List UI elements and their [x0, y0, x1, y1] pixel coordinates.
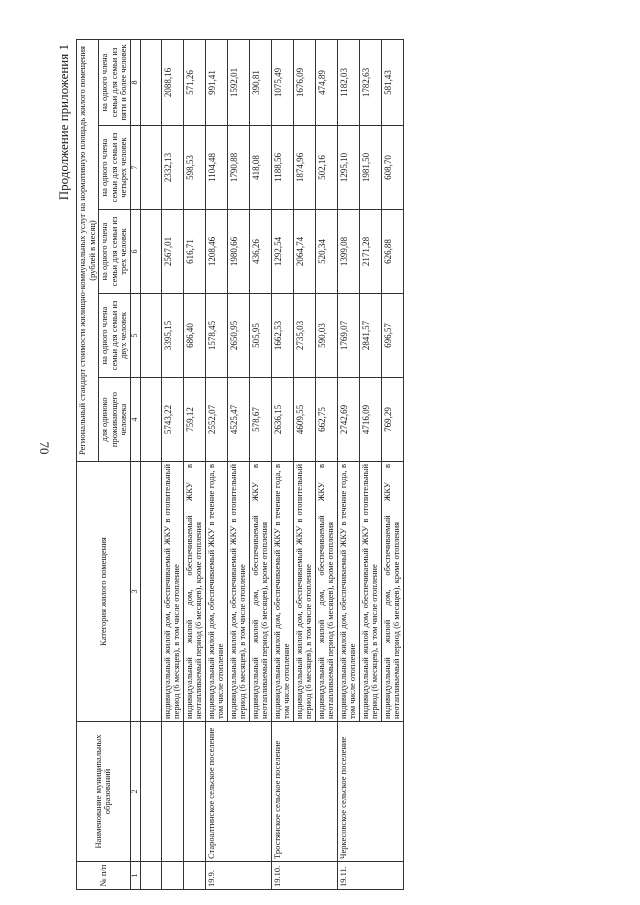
- housing-category: индивидуальный жилой дом, обеспечиваемый ЖКУ в неотапливаемый период (6 месяцев), кроме отопления: [315, 462, 337, 722]
- value-family-3: 626,88: [381, 210, 403, 294]
- value-single: 2636,15: [271, 378, 293, 462]
- value-single: 4525,47: [227, 378, 249, 462]
- column-index: 6: [130, 210, 140, 294]
- page-number: 70: [37, 441, 52, 455]
- header-family-2: на одного члена семьи для семьи из двух человек: [99, 294, 131, 378]
- value-family-2: 696,57: [381, 294, 403, 378]
- value-family-3: 1399,08: [337, 210, 359, 294]
- value-family-2: 505,95: [249, 294, 271, 378]
- value-family-2: 1578,45: [205, 294, 227, 378]
- header-single: для одиноко проживающего человека: [99, 378, 131, 462]
- table-row: [161, 39, 183, 889]
- value-family-2: 3395,15: [161, 294, 183, 378]
- column-index: 3: [130, 462, 140, 722]
- row-number: [161, 862, 183, 890]
- header-family-5: на одного члена семьи для семьи из пяти и более человек: [99, 39, 131, 125]
- housing-cost-table: [76, 39, 404, 890]
- value-family-5: 390,81: [249, 39, 271, 125]
- value-family-5: 1676,09: [293, 39, 315, 125]
- housing-category: индивидуальный жилой дом, обеспечиваемый ЖКУ в отопительный период (6 месяцев), в том числе отопление: [359, 462, 381, 722]
- value-family-4: 1104,48: [205, 126, 227, 210]
- value-family-4: 598,53: [183, 126, 205, 210]
- row-number: [183, 862, 205, 890]
- appendix-continuation-title: Продолжение приложения 1: [56, 44, 71, 201]
- rotated-page: [56, 40, 605, 890]
- table-row-blank: [140, 39, 161, 889]
- column-index: 7: [130, 126, 140, 210]
- value-family-4: 418,08: [249, 126, 271, 210]
- row-number: 19.9.: [205, 862, 271, 890]
- value-single: 769,29: [381, 378, 403, 462]
- housing-category: индивидуальный жилой дом, обеспечиваемый ЖКУ в течение года, в том числе отопление: [337, 462, 359, 722]
- header-row-1: [77, 39, 99, 889]
- value-family-5: 1592,01: [227, 39, 249, 125]
- value-single: 5743,22: [161, 378, 183, 462]
- value-family-2: 686,40: [183, 294, 205, 378]
- column-index: 8: [130, 39, 140, 125]
- municipality-name: [161, 722, 183, 862]
- value-single: 2552,07: [205, 378, 227, 462]
- column-index: 2: [130, 722, 140, 862]
- municipality-name: Староалтинское сельское поселение: [205, 722, 271, 862]
- value-family-2: 2650,95: [227, 294, 249, 378]
- table-row: [183, 39, 205, 889]
- table-row: [337, 39, 359, 889]
- value-family-4: 1295,10: [337, 126, 359, 210]
- header-regional-standard: Региональный стандарт стоимости жилищно-коммунальных услуг на нормативную площадь жилого помещения (рублей в месяц): [77, 39, 99, 461]
- value-family-3: 2064,74: [293, 210, 315, 294]
- housing-category: индивидуальный жилой дом, обеспечиваемый ЖКУ в течение года, в том числе отопление: [205, 462, 227, 722]
- value-family-4: 502,16: [315, 126, 337, 210]
- value-family-4: 1790,88: [227, 126, 249, 210]
- value-family-3: 436,26: [249, 210, 271, 294]
- housing-category: индивидуальный жилой дом, обеспечиваемый ЖКУ в неотапливаемый период (6 месяцев), кроме отопления: [183, 462, 205, 722]
- value-family-2: 2735,03: [293, 294, 315, 378]
- municipality-name: Черкесовское сельское поселение: [337, 722, 403, 862]
- value-family-5: 1075,49: [271, 39, 293, 125]
- header-category: Категория жилого помещения: [77, 462, 131, 722]
- header-family-3: на одного члена семьи для семьи из трех человек: [99, 210, 131, 294]
- value-family-3: 1292,54: [271, 210, 293, 294]
- value-single: 578,67: [249, 378, 271, 462]
- value-family-3: 2567,01: [161, 210, 183, 294]
- housing-category: индивидуальный жилой дом, обеспечиваемый ЖКУ в неотапливаемый период (6 месяцев), кроме отопления: [381, 462, 403, 722]
- value-family-5: 474,89: [315, 39, 337, 125]
- value-single: 2742,69: [337, 378, 359, 462]
- header-family-4: на одного члена семьи для семьи из четырех человек: [99, 126, 131, 210]
- housing-category: индивидуальный жилой дом, обеспечиваемый ЖКУ в течение года, в том числе отопление: [271, 462, 293, 722]
- value-family-3: 1208,46: [205, 210, 227, 294]
- value-family-2: 1662,53: [271, 294, 293, 378]
- municipality-name: Тростянское сельское поселение: [271, 722, 337, 862]
- housing-category: индивидуальный жилой дом, обеспечиваемый ЖКУ в отопительный период (6 месяцев), в том числе отопление: [161, 462, 183, 722]
- column-index: 1: [130, 862, 140, 890]
- value-family-3: 2171,28: [359, 210, 381, 294]
- value-family-5: 991,41: [205, 39, 227, 125]
- value-single: 4609,55: [293, 378, 315, 462]
- value-family-5: 571,26: [183, 39, 205, 125]
- row-number: 19.11.: [337, 862, 403, 890]
- header-municipality: Наименование муниципальных образований: [77, 722, 131, 862]
- value-family-2: 2841,57: [359, 294, 381, 378]
- value-family-5: 1782,63: [359, 39, 381, 125]
- value-single: 4716,09: [359, 378, 381, 462]
- value-family-4: 1874,96: [293, 126, 315, 210]
- value-family-2: 1769,07: [337, 294, 359, 378]
- value-family-3: 520,34: [315, 210, 337, 294]
- value-family-3: 616,71: [183, 210, 205, 294]
- housing-category: индивидуальный жилой дом, обеспечиваемый ЖКУ в неотапливаемый период (6 месяцев), кроме отопления: [249, 462, 271, 722]
- value-family-3: 1980,66: [227, 210, 249, 294]
- value-family-2: 590,03: [315, 294, 337, 378]
- value-single: 759,12: [183, 378, 205, 462]
- value-family-5: 2088,16: [161, 39, 183, 125]
- table-row: [271, 39, 293, 889]
- header-number: № п/п: [77, 862, 131, 890]
- table-row: [205, 39, 227, 889]
- value-family-4: 1981,50: [359, 126, 381, 210]
- header-index-row: [130, 39, 140, 889]
- column-index: 5: [130, 294, 140, 378]
- value-family-4: 608,70: [381, 126, 403, 210]
- housing-category: индивидуальный жилой дом, обеспечиваемый ЖКУ в отопительный период (6 месяцев), в том числе отопление: [293, 462, 315, 722]
- column-index: 4: [130, 378, 140, 462]
- municipality-name: [183, 722, 205, 862]
- value-single: 662,75: [315, 378, 337, 462]
- value-family-4: 2332,13: [161, 126, 183, 210]
- row-number: 19.10.: [271, 862, 337, 890]
- value-family-5: 1182,03: [337, 39, 359, 125]
- value-family-5: 581,43: [381, 39, 403, 125]
- value-family-4: 1188,56: [271, 126, 293, 210]
- housing-category: индивидуальный жилой дом, обеспечиваемый ЖКУ в отопительный период (6 месяцев), в том числе отопление: [227, 462, 249, 722]
